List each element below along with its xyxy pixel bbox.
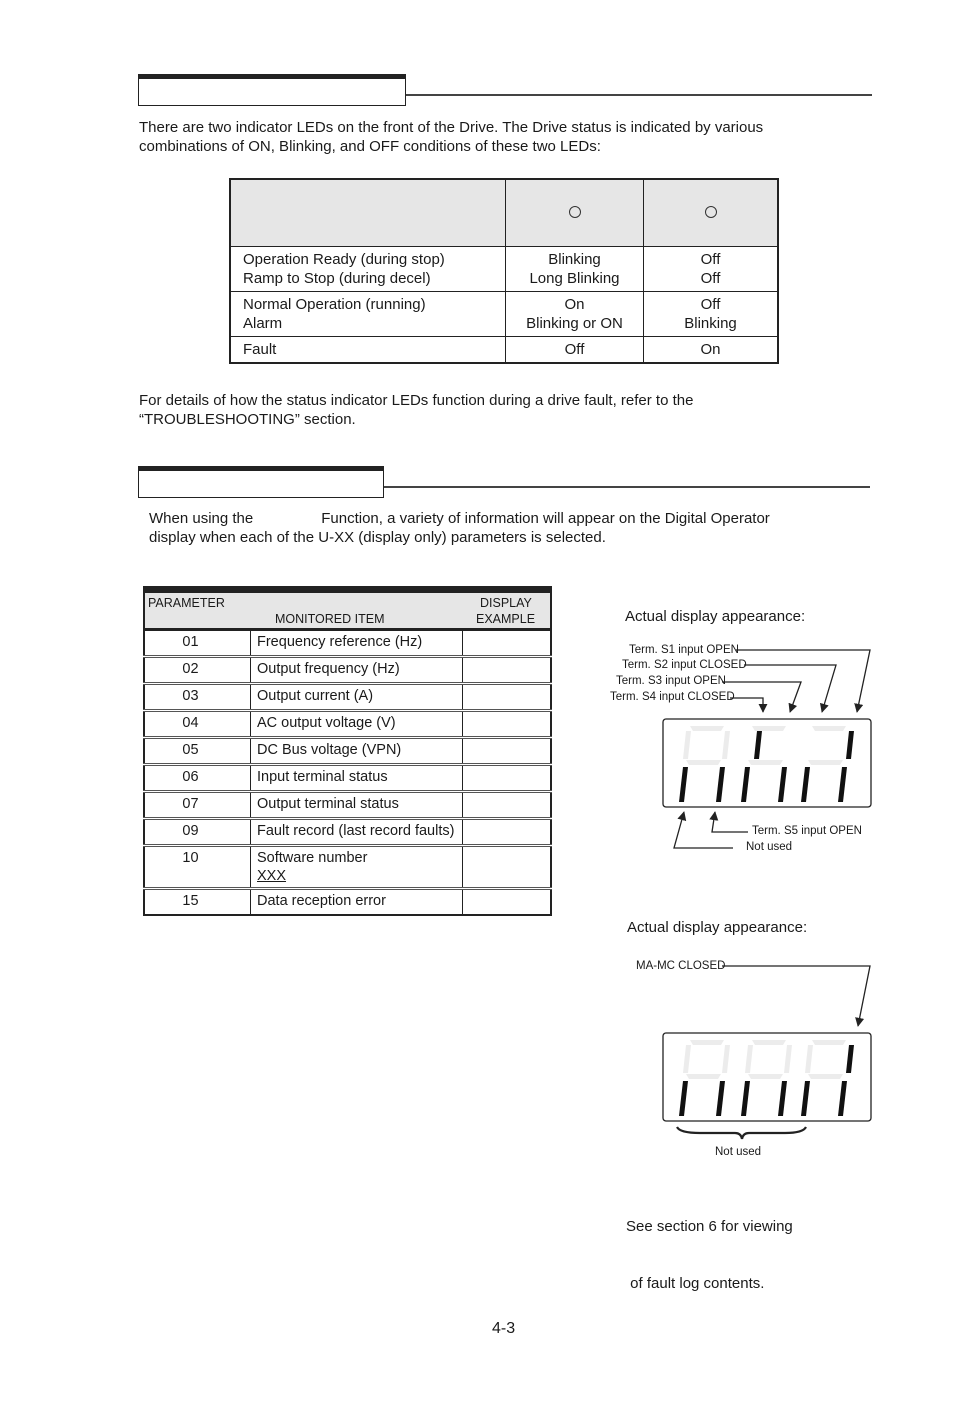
term-s5-label: Term. S5 input OPEN <box>752 825 862 837</box>
table-row: 10 Software number XXX <box>144 846 551 889</box>
display2-note: See section 6 for viewing of fault log contents. <box>626 1218 793 1292</box>
term-s3-label: Term. S3 input OPEN <box>616 675 726 687</box>
display1-caption: Actual display appearance: <box>625 608 806 625</box>
display2-caption: Actual display appearance: <box>627 919 808 936</box>
term-s4-label: Term. S4 input CLOSED <box>610 691 735 703</box>
led-table-row: Operation Ready (during stop) Ramp to Stop (during decel) Blinking Long Blinking Off Off <box>230 247 778 292</box>
monitor-table-header: PARAMETER MONITORED ITEM DISPLAY EXAMPLE <box>143 586 552 630</box>
led-table-row: Fault Off On <box>230 337 778 364</box>
table-row: 05 DC Bus voltage (VPN) <box>144 738 551 765</box>
table-row: 02 Output frequency (Hz) <box>144 657 551 684</box>
led-table-row: Normal Operation (running) Alarm On Blinking or ON Off Blinking <box>230 292 778 337</box>
section1-note: For details of how the status indicator LEDs function during a drive fault, refer to the “TROUBLESHOOTING” section. <box>139 392 694 428</box>
table-row: 09 Fault record (last record faults) <box>144 819 551 846</box>
table-row: 07 Output terminal status <box>144 792 551 819</box>
not-used-brace <box>677 1127 806 1139</box>
section1-intro: There are two indicator LEDs on the front of the Drive. The Drive status is indicated by various combinations of ON, Blinking, and OFF conditions of these two LEDs: <box>139 119 764 155</box>
table-row: 01 Frequency reference (Hz) <box>144 631 551 657</box>
page-number: 4-3 <box>492 1320 516 1337</box>
table-row: 15 Data reception error <box>144 889 551 916</box>
table-row: 04 AC output voltage (V) <box>144 711 551 738</box>
display2-not-used-label: Not used <box>715 1146 762 1158</box>
section2-intro: When using the Function, a variety of information will appear on the Digital Operator display when each of the U-XX (display only) parameters is selected. <box>149 510 770 546</box>
table-row: 06 Input terminal status <box>144 765 551 792</box>
term-s2-label: Term. S2 input CLOSED <box>622 659 747 671</box>
term-s1-label: Term. S1 input OPEN <box>629 644 739 656</box>
ma-mc-closed-label: MA-MC CLOSED <box>636 960 726 972</box>
table-row: 03 Output current (A) <box>144 684 551 711</box>
display1-not-used-label: Not used <box>746 841 793 853</box>
